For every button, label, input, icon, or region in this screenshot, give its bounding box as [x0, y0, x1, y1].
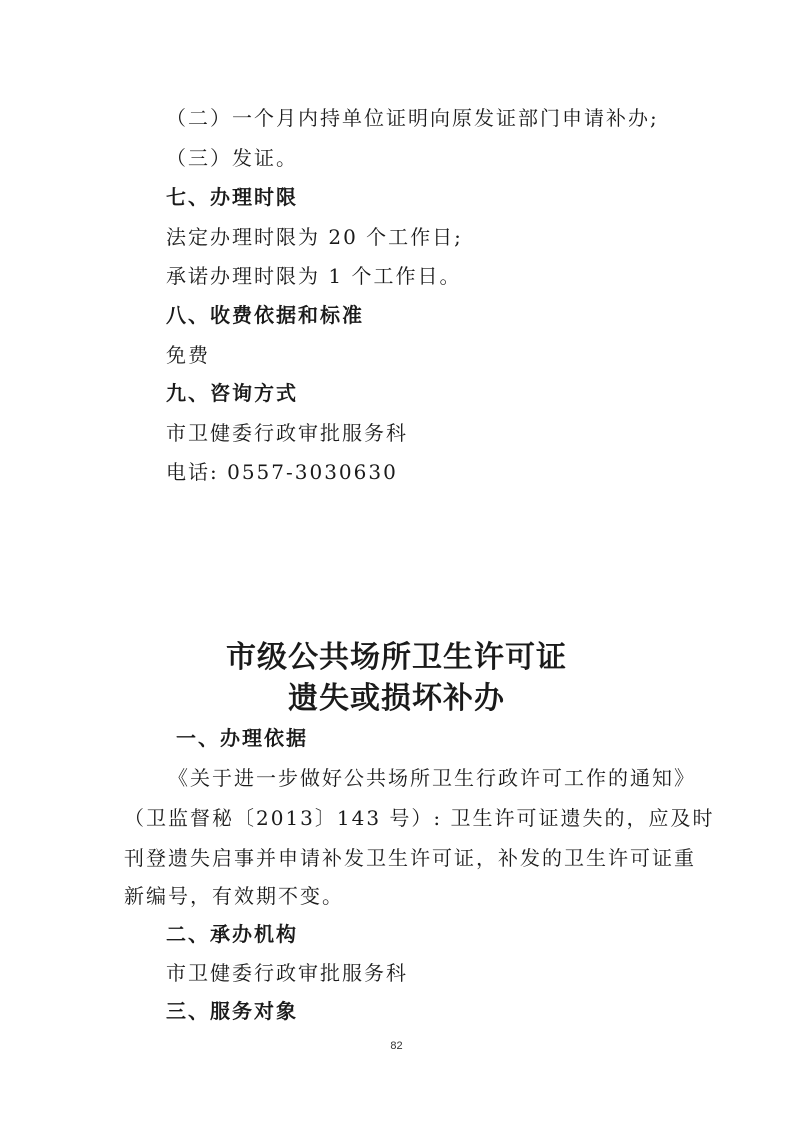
consult-office-text: 市卫健委行政审批服务科 [166, 421, 408, 445]
document-title-line-2: 遗失或损坏补办 [288, 681, 505, 716]
section-7-heading: 七、办理时限 [166, 185, 298, 209]
section-9-heading: 九、咨询方式 [166, 381, 298, 405]
fee-text: 免费 [166, 343, 210, 367]
basis-paragraph-line-4: 新编号，有效期不变。 [124, 884, 344, 908]
phone-text: 电话: 0557-3030630 [166, 460, 398, 484]
document-title-line-1: 市级公共场所卫生许可证 [226, 640, 567, 675]
basis-paragraph-line-3: 刊登遗失启事并申请补发卫生许可证，补发的卫生许可证重 [124, 846, 696, 870]
legal-time-limit-text: 法定办理时限为 20 个工作日; [166, 225, 463, 249]
target-heading: 三、服务对象 [166, 999, 298, 1023]
basis-heading: 一、办理依据 [176, 726, 308, 750]
step-2-text: （二）一个月内持单位证明向原发证部门申请补办; [166, 106, 659, 130]
basis-paragraph-line-2: （卫监督秘〔2013〕143 号）: 卫生许可证遗失的，应及时 [124, 806, 715, 830]
basis-paragraph-line-1: 《关于进一步做好公共场所卫生行政许可工作的通知》 [168, 766, 696, 790]
section-8-heading: 八、收费依据和标准 [166, 303, 364, 327]
agency-name-text: 市卫健委行政审批服务科 [166, 961, 408, 985]
step-3-text: （三）发证。 [166, 146, 298, 170]
page-number: 82 [390, 1040, 403, 1052]
promised-time-limit-text: 承诺办理时限为 1 个工作日。 [166, 264, 462, 288]
agency-heading: 二、承办机构 [166, 922, 298, 946]
